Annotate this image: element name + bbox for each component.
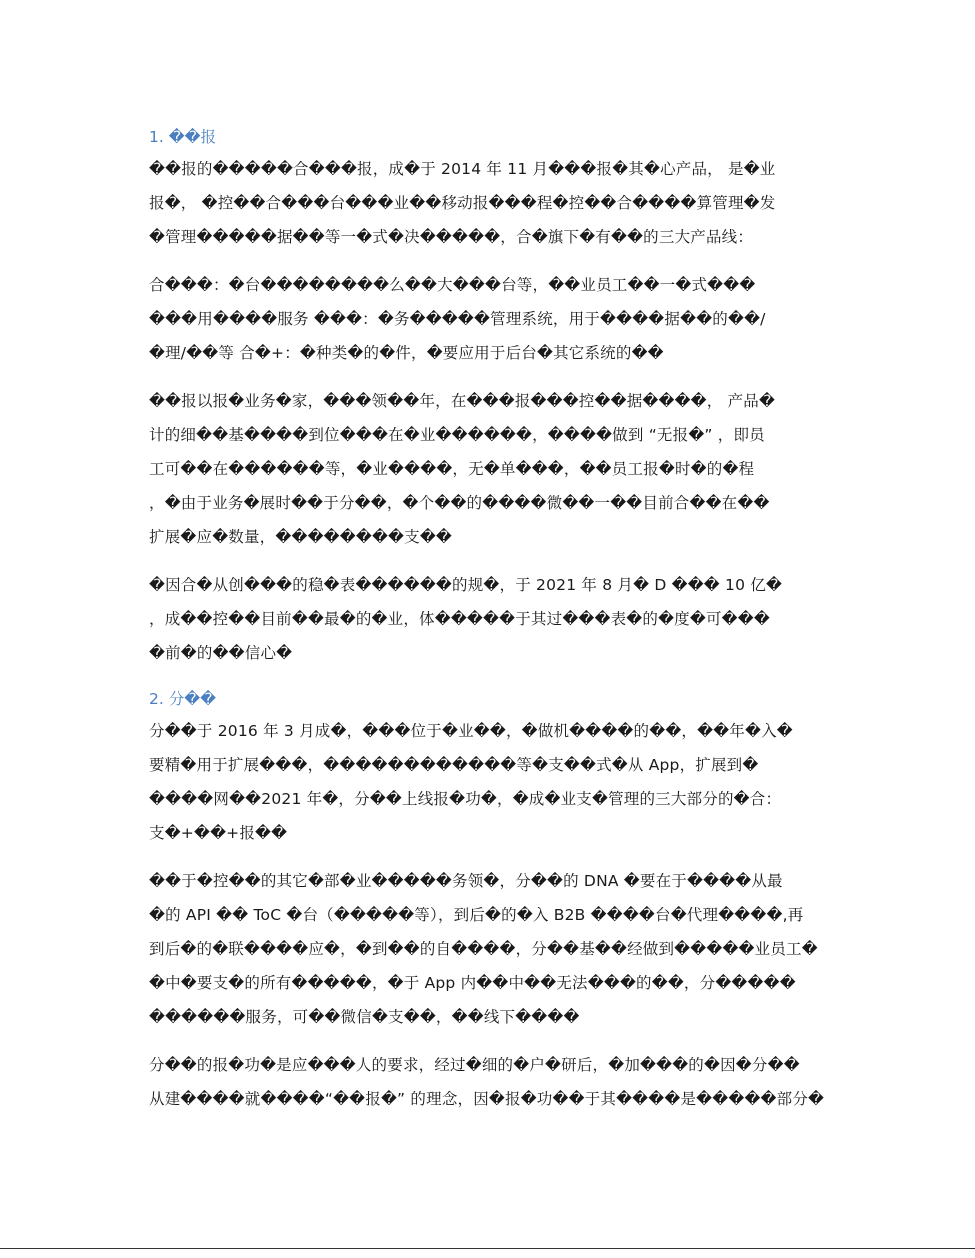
text-line: 扩展�应�数量，��������支�� — [149, 528, 453, 546]
document-content — [149, 122, 825, 1116]
paragraph — [149, 152, 776, 254]
text-line: �理/��等 合�+：�种类�的�件，�要应用于后台�其它系统的�� — [149, 344, 664, 362]
section-heading: 2. 分�� — [149, 690, 217, 708]
paragraph — [149, 864, 818, 1034]
paragraph — [149, 714, 793, 850]
text-line: �因合�从创���的稳�表������的规�，于 2021 年 8 月� D ��� 10 亿� — [149, 576, 783, 594]
text-line: 分��的报�功�是应���人的要求，经过�细的�户�研后，�加���的�因�分�� — [149, 1056, 800, 1074]
paragraph — [149, 384, 776, 554]
text-line: 计的细��基����到位���在�业������，����做到 “无报�” ，即员 — [149, 426, 765, 444]
text-line: 支�+��+报�� — [149, 824, 288, 842]
text-line: ��报的�����合���报，成�于 2014 年 11 月���报�其�心产品， 是�业 — [149, 160, 776, 178]
text-line: 报�， �控��合���台���业��移动报���程�控��合����算管理�发 — [149, 194, 776, 212]
text-line: ��于�控��的其它�部�业�����务领�，分��的 DNA �要在于����从最 — [149, 872, 783, 890]
paragraph — [149, 268, 766, 370]
text-line: 合���：�台��������么��大���台等，��业员工��一�式��� — [149, 276, 756, 294]
page-bottom-rule — [0, 1248, 975, 1249]
text-line: ������服务，可��微信�支��，��线下���� — [149, 1008, 580, 1026]
section-heading: 1. ��报 — [149, 128, 217, 146]
text-line: ，成��控��目前��最�的�业，体�����于其过���表�的�度�可��� — [149, 610, 770, 628]
text-line: ��报以报�业务�家，���领��年，在���报���控��据����， 产品� — [149, 392, 776, 410]
text-line: �前�的��信心� — [149, 644, 293, 662]
text-line: �的 API �� ToC �台（�����等），到后�的�入 B2B ����台�代理����,再 — [149, 906, 804, 924]
text-line: 从建����就����“��报�” 的理念，因�报�功��于其����是�����部分� — [149, 1090, 825, 1108]
text-line: 到后�的�联����应�，�到��的自����，分��基��经做到�����业员工� — [149, 940, 818, 958]
text-line: 工可��在������等，�业����，无�单���，��员工报�时�的�程 — [149, 460, 755, 478]
paragraph — [149, 568, 783, 670]
text-line: ���用����服务 ���：�务�����管理系统，用于����据��的��/ — [149, 310, 766, 328]
paragraph — [149, 1048, 825, 1116]
text-line: 分��于 2016 年 3 月成�，���位于�业��，�做机����的��，��年�入� — [149, 722, 793, 740]
text-line: 要精�用于扩展���，������������等�支��式�从 App，扩展到� — [149, 756, 759, 774]
text-line: �中�要支�的所有�����，�于 App 内��中��无法���的��，分����� — [149, 974, 796, 992]
text-line: �管理�����据��等一�式�决�����，合�旗下�有��的三大产品线： — [149, 228, 754, 246]
text-line: ����网��2021 年�，分��上线报�功�，�成�业支�管理的三大部分的�合： — [149, 790, 782, 808]
text-line: ，�由于业务�展时��于分��，�个��的����微��一��目前合��在�� — [149, 494, 770, 512]
